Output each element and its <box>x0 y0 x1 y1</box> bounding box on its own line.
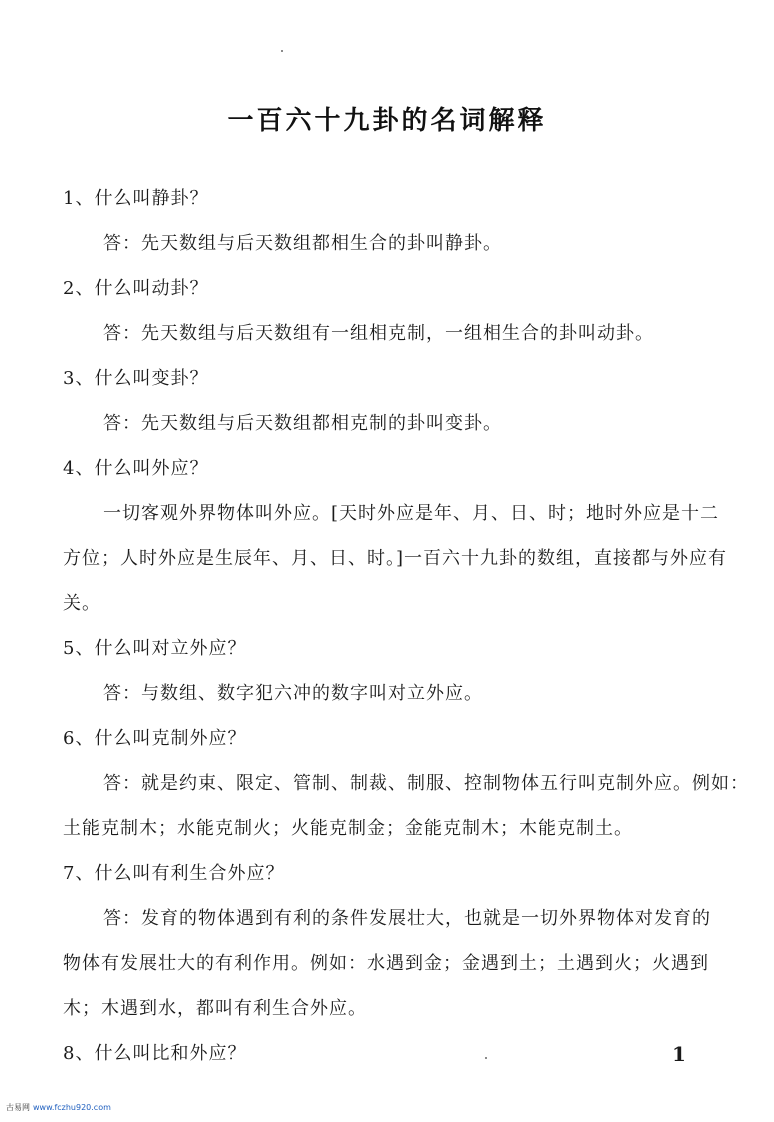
answer-7-line-2: 物体有发展壮大的有利作用。例如：水遇到金；金遇到土；土遇到火；火遇到 <box>63 953 709 974</box>
scan-speck <box>281 50 283 52</box>
answer-4-line-3: 关。 <box>63 593 101 614</box>
question-1: 1、什么叫静卦？ <box>63 188 209 209</box>
answer-1: 答：先天数组与后天数组都相生合的卦叫静卦。 <box>103 233 502 254</box>
page-title: 一百六十九卦的名词解释 <box>227 106 547 136</box>
question-3: 3、什么叫变卦？ <box>63 368 209 389</box>
answer-7-line-1: 答：发育的物体遇到有利的条件发展壮大，也就是一切外界物体对发育的 <box>103 908 711 929</box>
answer-2: 答：先天数组与后天数组有一组相克制，一组相生合的卦叫动卦。 <box>103 323 654 344</box>
question-5: 5、什么叫对立外应？ <box>63 638 247 659</box>
answer-7-line-3: 木；木遇到水，都叫有利生合外应。 <box>63 998 367 1019</box>
answer-6-line-2: 土能克制木；水能克制火；火能克制金；金能克制木；木能克制土。 <box>63 818 633 839</box>
answer-6-line-1: 答：就是约束、限定、管制、制裁、制服、控制物体五行叫克制外应。例如： <box>103 773 749 794</box>
question-7: 7、什么叫有利生合外应？ <box>63 863 285 884</box>
answer-5: 答：与数组、数字犯六冲的数字叫对立外应。 <box>103 683 483 704</box>
answer-4-line-1: 一切客观外界物体叫外应。[天时外应是年、月、日、时；地时外应是十二 <box>103 503 720 524</box>
answer-4-line-2: 方位；人时外应是生辰年、月、日、时。]一百六十九卦的数组，直接都与外应有 <box>63 548 728 569</box>
question-4: 4、什么叫外应？ <box>63 458 209 479</box>
watermark <box>6 1102 111 1113</box>
question-6: 6、什么叫克制外应？ <box>63 728 247 749</box>
watermark-url[interactable]: www.fczhu920.com <box>33 1103 111 1112</box>
question-8: 8、什么叫比和外应？ <box>63 1043 247 1064</box>
answer-3: 答：先天数组与后天数组都相克制的卦叫变卦。 <box>103 413 502 434</box>
watermark-site: 古易网 <box>6 1103 30 1112</box>
page-number: 1 <box>672 1042 686 1066</box>
question-2: 2、什么叫动卦？ <box>63 278 209 299</box>
